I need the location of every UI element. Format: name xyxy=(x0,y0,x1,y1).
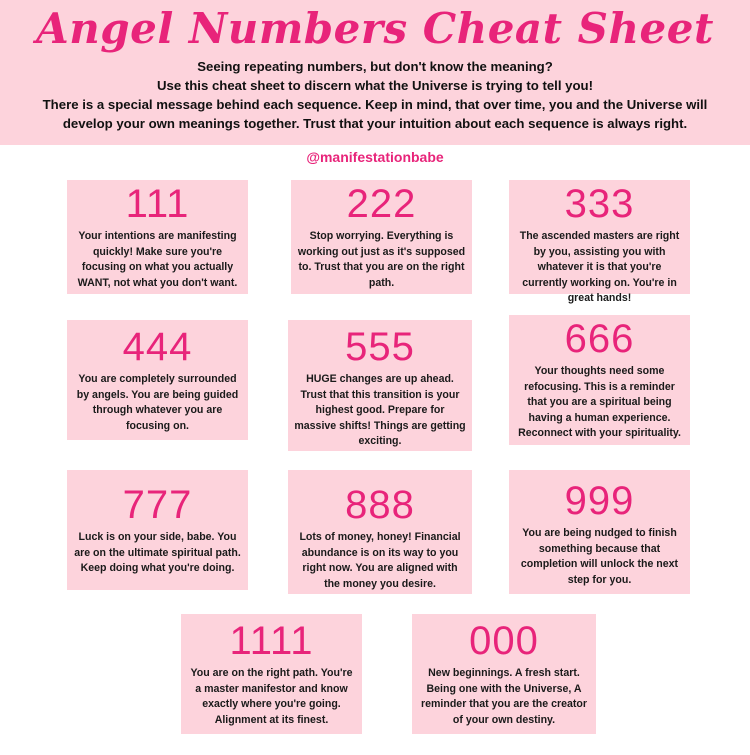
angel-number: 999 xyxy=(564,479,635,523)
card-777 xyxy=(67,470,248,590)
angel-number: 888 xyxy=(345,483,415,527)
angel-message: HUGE changes are up ahead. Trust that this transition is your highest good. Prepare for massive shifts! Things are getting exciting. xyxy=(294,373,466,447)
angel-message: The ascended masters are right by you, assisting you with whatever it is that you're currently working on. You're in great hands! xyxy=(519,230,680,304)
card-1111 xyxy=(181,614,362,734)
card-888 xyxy=(288,470,472,594)
angel-number: 222 xyxy=(346,182,417,226)
angel-number: 000 xyxy=(469,619,539,663)
angel-number: 111 xyxy=(125,182,190,226)
intro-line: Seeing repeating numbers, but don't know the meaning? xyxy=(197,59,553,74)
card-222 xyxy=(291,180,472,294)
angel-message: Your intentions are manifesting quickly! Make sure you're focusing on what you actually WANT, not what you don't want. xyxy=(77,230,238,289)
intro-line: develop your own meanings together. Trust that your intuition about each sequence is always right. xyxy=(62,116,688,131)
angel-message: You are being nudged to finish something because that completion will unlock the next step for you. xyxy=(520,527,679,586)
angel-number: 666 xyxy=(564,317,635,361)
card-111 xyxy=(67,180,248,294)
card-666 xyxy=(509,315,690,445)
angel-number: 555 xyxy=(345,325,415,369)
angel-number: 444 xyxy=(122,325,193,369)
card-999 xyxy=(509,470,690,594)
card-444 xyxy=(67,320,248,440)
intro-line: There is a special message behind each sequence. Keep in mind, that over time, you and the Universe will xyxy=(42,97,708,112)
angel-number: 1111 xyxy=(229,619,314,663)
angel-number: 333 xyxy=(564,182,635,226)
angel-message: Stop worrying. Everything is working out just as it's supposed to. Trust that you are on the right path. xyxy=(297,230,466,289)
angel-message: You are completely surrounded by angels. You are being guided through whatever you are focusing on. xyxy=(76,373,239,432)
angel-message: Lots of money, honey! Financial abundance is on its way to you right now. You are aligned with the money you desire. xyxy=(299,531,461,590)
intro-text xyxy=(0,57,750,133)
card-555 xyxy=(288,320,472,451)
card-000 xyxy=(412,614,596,734)
angel-message: New beginnings. A fresh start. Being one with the Universe, A reminder that you are the creator of your own destiny. xyxy=(420,667,588,726)
card-333 xyxy=(509,180,690,304)
angel-number: 777 xyxy=(122,483,193,527)
header-banner xyxy=(0,0,750,145)
angel-message: Your thoughts need some refocusing. This is a reminder that you are a spiritual being having a human experience. Reconnect with your spirituality. xyxy=(518,365,681,439)
intro-line: Use this cheat sheet to discern what the Universe is trying to tell you! xyxy=(156,78,594,93)
angel-message: Luck is on your side, babe. You are on the ultimate spiritual path. Keep doing what you're doing. xyxy=(74,531,241,574)
angel-message: You are on the right path. You're a master manifestor and know exactly where you're going. Alignment at its finest. xyxy=(190,667,353,726)
page-title: Angel Numbers Cheat Sheet xyxy=(36,4,714,53)
social-handle: @manifestationbabe xyxy=(306,149,444,165)
